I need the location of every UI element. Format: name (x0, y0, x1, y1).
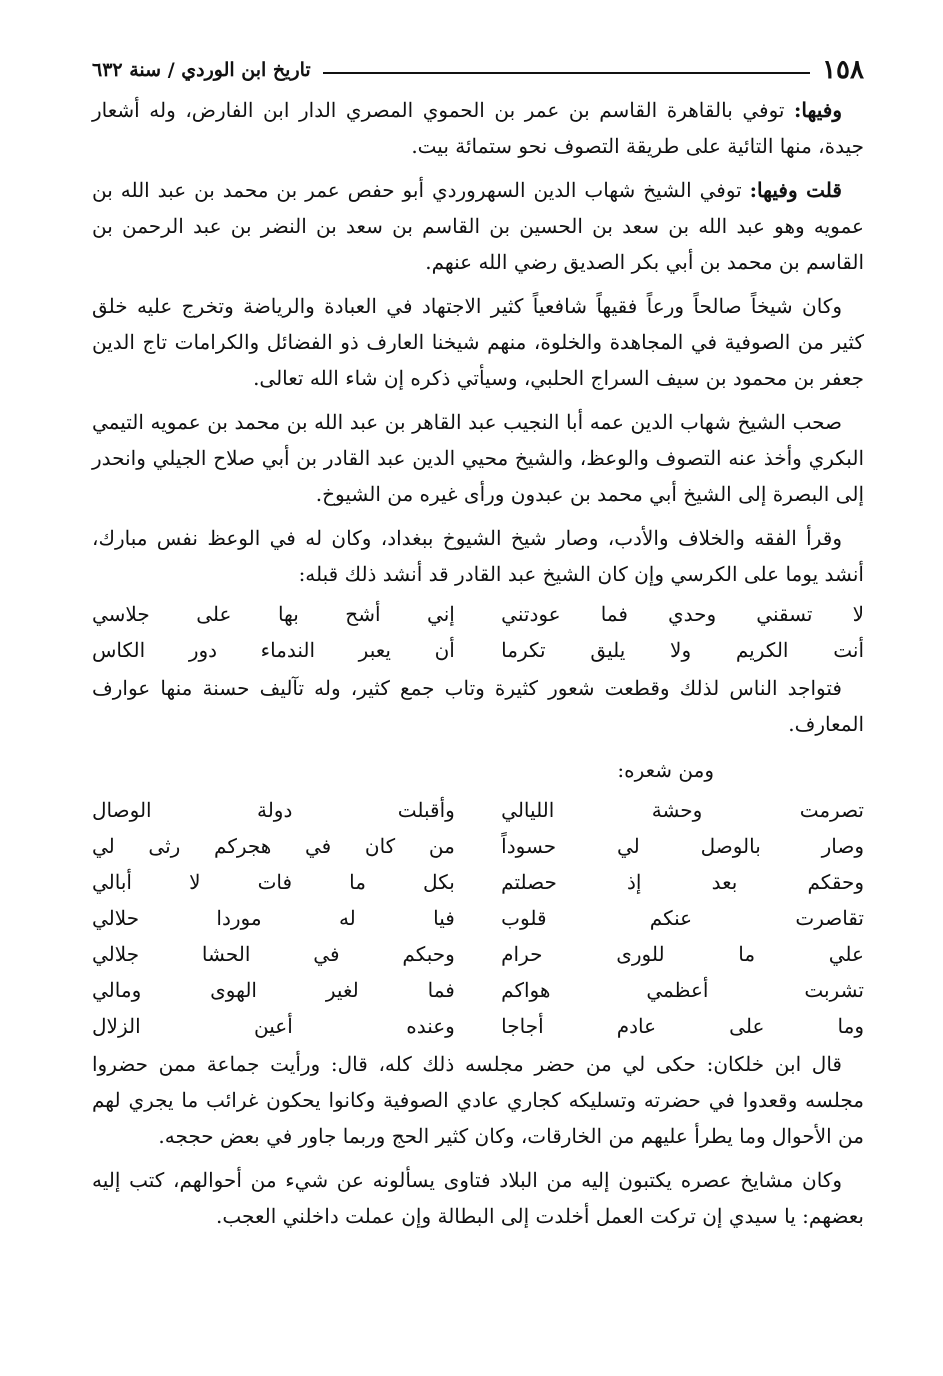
poem-verse (92, 828, 864, 864)
paragraph-lead: وفيها: (794, 98, 842, 122)
page-number: ١٥٨ (822, 55, 864, 85)
verse-first-hemistich: تصرمت وحشة الليالي (501, 798, 864, 822)
verse-first-hemistich: وحقكم بعد إذ حصلتم (501, 870, 864, 894)
paragraph-audience-reaction: فتواجد الناس لذلك وقطعت شعور كثيرة وتاب جمع كثير، وله تآليف حسنة منها عوارف المعارف. (92, 676, 864, 736)
verse-first-hemistich: وما على عادم أجاجا (501, 1014, 864, 1038)
poem-union (92, 792, 864, 1044)
running-head (92, 48, 864, 92)
paragraph-text: توفي الشيخ شهاب الدين السهروردي أبو حفص عمر بن محمد بن عبد الله بن عمويه وهو عبد الله بن سعد بن الحسين بن القاسم بن سعد بن النضر بن عبد الرحمن بن القاسم بن محمد بن أبي بكر الصديق رضي الله عنهم. (92, 178, 864, 274)
verse-first-hemistich: تشربت أعظمي هواكم (501, 978, 864, 1002)
paragraph-ibn-khallikan: قال ابن خلكان: حكى لي من حضر مجلسه ذلك كله، قال: ورأيت جماعة ممن حضروا مجلسه وقعدوا في حضرته وتسليكه كجاري عادي الصوفية وكانوا يحكون غرائب ما يجري لهم من الأحوال وما يطرأ عليهم من الخارقات، وكان كثير الحج وربما جاور في بعض حججه. (92, 1052, 864, 1148)
poem-verse (92, 792, 864, 828)
paragraph-suhrawardi-character: وكان شيخاً صالحاً ورعاً فقيهاً شافعياً كثير الاجتهاد في العبادة والرياضة وتخرج عليه خلق كثير من الصوفية في المجاهدة والخلوة، منهم شيخنا العارف ذو الفضائل والكرامات تاج الدين جعفر بن محمود بن سيف السراج الحلبي، وسيأتي ذكره إن شاء الله تعالى. (92, 294, 864, 390)
poem-verse (92, 936, 864, 972)
verse-second-hemistich: بكل ما فات لا أبالي (92, 870, 455, 894)
verse-second-hemistich: من كان في هجركم رثى لي (92, 834, 455, 858)
verse-second-hemistich: فما لغير الهوى ومالي (92, 978, 455, 1002)
poem-verse (92, 864, 864, 900)
verse-first-hemistich: أنت الكريم ولا يليق تكرما (501, 638, 864, 662)
paragraph-suhrawardi-preaching: وقرأ الفقه والخلاف والأدب، وصار شيخ الشيوخ ببغداد، وكان له في الوعظ نفس مبارك، أنشد يوما على الكرسي وإن كان الشيخ عبد القادر قد أنشد ذلك قبله: (92, 526, 864, 586)
poem-verse (92, 972, 864, 1008)
paragraph-fatwas: وكان مشايخ عصره يكتبون إليه من البلاد فتاوى يسألونه عن شيء من أحوالهم، كتب إليه بعضهم: يا سيدي إن تركت العمل أخلدت إلى البطالة وإن عملت داخلني العجب. (92, 1168, 864, 1228)
verse-first-hemistich: علي ما للورى حرام (501, 942, 864, 966)
poem-cup (92, 596, 864, 668)
paragraph-lead: قلت وفيها: (749, 178, 842, 202)
poem-verse (92, 596, 864, 632)
poem-verse (92, 1008, 864, 1044)
paragraph-text: توفي بالقاهرة القاسم بن عمر بن الحموي المصري الدار ابن الفارض، وله أشعار جيدة، منها التائية على طريقة التصوف نحو ستمائة بيت. (92, 98, 864, 158)
verse-second-hemistich: وأقبلت دولة الوصال (92, 798, 455, 822)
running-title: تاريخ ابن الوردي / سنة ٦٣٢ (92, 59, 311, 81)
verse-second-hemistich: أن يعبر الندماء دور الكاس (92, 638, 455, 662)
verse-second-hemistich: إني أشح بها على جلاسي (92, 602, 455, 626)
verse-first-hemistich: لا تسقني وحدي فما عودتني (501, 602, 864, 626)
poem-intro: ومن شعره: (617, 758, 714, 782)
poem-verse (92, 900, 864, 936)
document-page (92, 48, 864, 1348)
verse-first-hemistich: وصار بالوصل لي حسوداً (501, 834, 864, 858)
paragraph-suhrawardi-death (92, 172, 864, 280)
verse-second-hemistich: فيا له موردا حلالي (92, 906, 455, 930)
verse-second-hemistich: وحبكم في الحشا جلالي (92, 942, 455, 966)
poem-verse (92, 632, 864, 668)
header-rule (323, 72, 810, 74)
paragraph-suhrawardi-teachers: صحب الشيخ شهاب الدين عمه أبا النجيب عبد القاهر بن عبد الله بن محمد بن عمويه التيمي البكري وأخذ عنه التصوف والوعظ، والشيخ محيي الدين عبد القادر بن أبي صلاح الجيلي وانحدر إلى البصرة إلى الشيخ أبي محمد بن عبدون ورأى غيره من الشيوخ. (92, 410, 864, 506)
verse-first-hemistich: تقاصرت عنكم قلوب (501, 906, 864, 930)
verse-second-hemistich: وعنده أعين الزلال (92, 1014, 455, 1038)
paragraph-ibn-al-farid (92, 92, 864, 164)
